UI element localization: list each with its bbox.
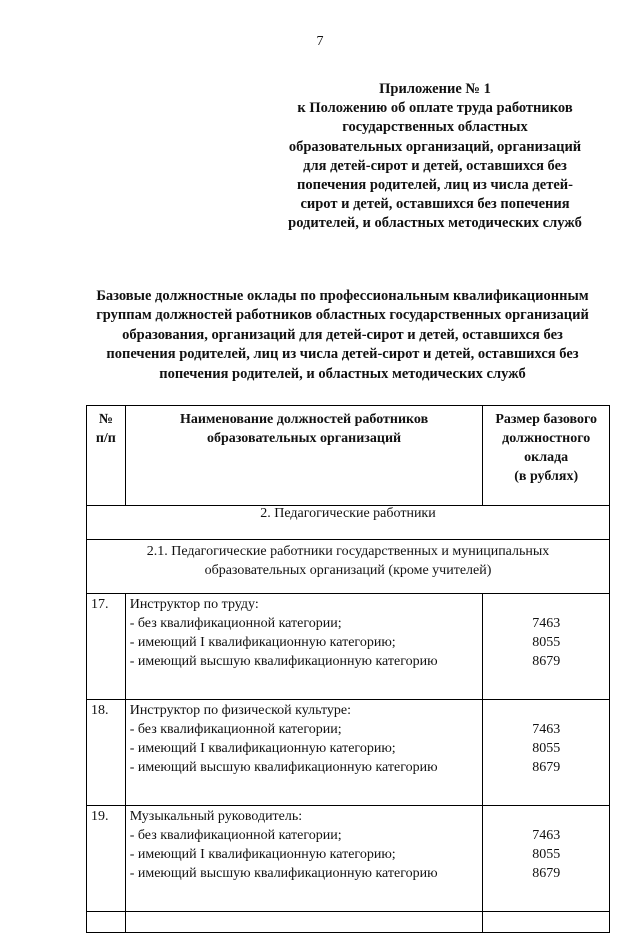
table-continuation-row [87,912,610,933]
appendix-line: государственных областных [342,119,528,136]
position-cell [125,594,483,700]
row-number: 17. [87,594,126,700]
title-line: Базовые должностные оклады по профессиональным квалификационным [96,288,589,304]
empty-cell [87,912,126,933]
empty-cell [483,912,610,933]
category-item: - имеющий I квалификационную категорию; [129,635,396,650]
document-title [70,287,615,384]
section-row [87,506,610,540]
appendix-line: образовательных организаций, организаций [288,138,582,155]
table-header-row [87,406,610,506]
title-line: попечения родителей, лиц из числа детей-сирот и детей, оставшихся без [106,346,579,363]
salary-value: 8055 [532,635,561,650]
position-title: Музыкальный руководитель: [129,809,303,824]
salary-table [86,405,610,933]
category-item: - без квалификационной категории; [129,616,342,631]
salary-value: 8055 [532,847,561,862]
header-position-name: Наименование должностей работников образовательных организаций [125,406,483,506]
appendix-line: к Положению об оплате труда работников [297,100,573,117]
table-row [87,700,610,806]
salary-cell [483,806,610,912]
table-row [87,806,610,912]
row-number: 18. [87,700,126,806]
category-item: - имеющий I квалификационную категорию; [129,847,396,862]
category-item: - имеющий высшую квалификационную категорию [129,760,438,775]
title-line: группам должностей работников областных государственных организаций [96,307,589,324]
position-title: Инструктор по труду: [129,597,259,612]
salary-value: 8679 [532,866,561,881]
page-number: 7 [316,34,324,49]
category-item: - без квалификационной категории; [129,828,342,843]
salary-value: 8679 [532,760,561,775]
category-item: - без квалификационной категории; [129,722,342,737]
position-cell [125,806,483,912]
subsection-row [87,540,610,594]
salary-value: 7463 [532,722,561,737]
title-line: образования, организаций для детей-сирот и детей, оставшихся без [122,326,563,343]
subsection-title: 2.1. Педагогические работники государственных и муниципальных образовательных организаций (кроме учителей) [87,540,610,594]
appendix-heading [255,80,615,234]
salary-value: 7463 [532,616,561,631]
title-line: попечения родителей, и областных методических служб [159,365,526,382]
empty-cell [125,912,483,933]
appendix-line: для детей-сирот и детей, оставшихся без [303,157,567,174]
table-row [87,594,610,700]
row-number: 19. [87,806,126,912]
category-item: - имеющий I квалификационную категорию; [129,741,396,756]
category-item: - имеющий высшую квалификационную категорию [129,866,438,881]
salary-value: 8055 [532,741,561,756]
header-salary: Размер базового должностного оклада (в рублях) [483,406,610,506]
section-title: 2. Педагогические работники [87,506,610,540]
salary-cell [483,700,610,806]
position-title: Инструктор по физической культуре: [129,703,352,718]
appendix-line: родителей, и областных методических служб [288,215,582,232]
salary-cell [483,594,610,700]
position-cell [125,700,483,806]
appendix-line: сирот и детей, оставшихся без попечения [300,196,570,213]
salary-value: 8679 [532,654,561,669]
appendix-line: попечения родителей, лиц из числа детей- [297,177,573,194]
appendix-line: Приложение № 1 [379,81,491,97]
salary-value: 7463 [532,828,561,843]
category-item: - имеющий высшую квалификационную категорию [129,654,438,669]
header-number: № п/п [87,406,126,506]
